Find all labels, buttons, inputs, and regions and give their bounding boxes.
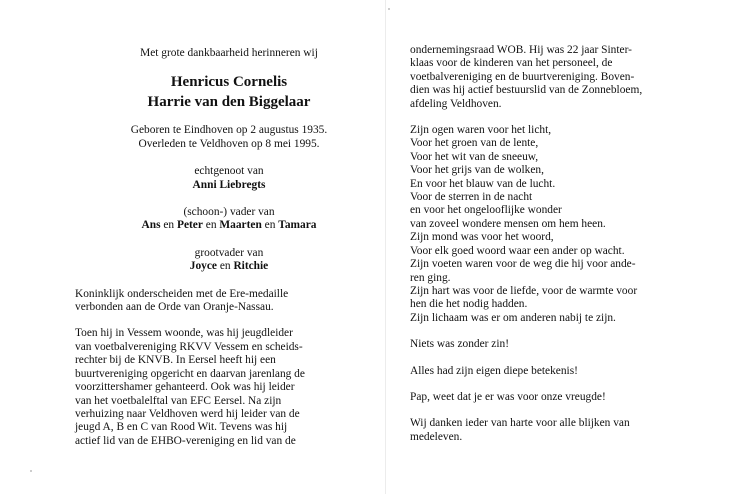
poem-line: hen die het nodig hadden. xyxy=(410,298,528,311)
child-name: Peter xyxy=(177,219,203,232)
bio-line: jeugd A, B en C van Rood Wit. Tevens was hij xyxy=(75,421,288,434)
conjunction: en xyxy=(264,219,276,232)
paper-speck xyxy=(30,470,32,472)
child-name: Ans xyxy=(141,219,161,232)
poem-line: en voor het ongelooflijke wonder xyxy=(410,204,562,217)
poem-line: van zoveel wondere mensen om hem heen. xyxy=(410,217,606,230)
paper-speck xyxy=(388,8,390,10)
fold-line xyxy=(385,0,386,494)
poem-line: Zijn lichaam was er om anderen nabij te zijn. xyxy=(410,311,616,324)
grandchild-name: Ritchie xyxy=(233,260,269,273)
grandchildren-names xyxy=(75,260,383,273)
bio-line: Toen hij in Vessem woonde, was hij jeugdleider xyxy=(75,327,293,340)
bio-line: klaas voor de kinderen van het personeel, de xyxy=(410,57,613,70)
father-label: (schoon-) vader van xyxy=(183,206,275,219)
poem-line: Voor de sterren in de nacht xyxy=(410,191,533,204)
thanks-paragraph xyxy=(410,417,680,444)
biography-continued xyxy=(410,44,680,111)
grandchild-name: Joyce xyxy=(189,260,217,273)
biography-paragraph xyxy=(75,327,383,448)
conjunction: en xyxy=(163,219,175,232)
children-names xyxy=(75,219,383,232)
bio-line: rechter bij de KNVB. In Eersel heeft hij een xyxy=(75,354,276,367)
poem-line: En voor het blauw van de lucht. xyxy=(410,177,556,190)
death-text: Overleden te Veldhoven op 8 mei 1995. xyxy=(138,137,320,150)
closing-line-3: Pap, weet dat je er was voor onze vreugde! xyxy=(410,390,606,403)
poem-line: Zijn mond was voor het woord, xyxy=(410,231,554,244)
bio-line: verhuizing naar Veldhoven werd hij leider van de xyxy=(75,407,300,420)
honours-line: Koninklijk onderscheiden met de Ere-medaille xyxy=(75,287,289,300)
conjunction: en xyxy=(205,219,217,232)
right-column xyxy=(410,0,680,444)
name-line-1: Henricus Cornelis xyxy=(170,74,288,91)
child-name: Maarten xyxy=(219,219,262,232)
thanks-line: medeleven. xyxy=(410,430,463,443)
conjunction: en xyxy=(219,260,231,273)
poem-line: Voor elk goed woord waar een ander op wacht. xyxy=(410,244,625,257)
poem-line: Voor het groen van de lente, xyxy=(410,137,539,150)
bio-line: dien was hij actief bestuurslid van de Zonnebloem, xyxy=(410,84,643,97)
bio-line: buurtvereniging opgericht en daarvan jarenlang de xyxy=(75,367,305,380)
poem xyxy=(410,124,680,325)
honours-line: verbonden aan de Orde van Oranje-Nassau. xyxy=(75,301,274,314)
spouse-label: echtgenoot van xyxy=(194,165,264,178)
closing-line-2: Alles had zijn eigen diepe betekenis! xyxy=(410,364,578,377)
thanks-line: Wij danken ieder van harte voor alle blijken van xyxy=(410,417,630,430)
child-name: Tamara xyxy=(278,219,317,232)
bio-line: voetbalvereniging en de buurtvereniging. Boven- xyxy=(410,70,635,83)
poem-line: Zijn ogen waren voor het licht, xyxy=(410,124,552,137)
poem-line: Zijn voeten waren voor de weg die hij voor ande- xyxy=(410,258,636,271)
poem-line: Voor het wit van de sneeuw, xyxy=(410,150,539,163)
bio-line: afdeling Veldhoven. xyxy=(410,97,502,110)
grandfather-label: grootvader van xyxy=(194,246,264,259)
spouse-name: Anni Liebregts xyxy=(192,178,266,191)
bio-line: van het voetbalelftal van EFC Eersel. Na zijn xyxy=(75,394,282,407)
birth-text: Geboren te Eindhoven op 2 augustus 1935. xyxy=(130,124,328,137)
name-line-2: Harrie van den Biggelaar xyxy=(147,94,311,111)
poem-line: Zijn hart was voor de liefde, voor de warmte voor xyxy=(410,284,638,297)
poem-line: ren ging. xyxy=(410,271,451,284)
intro-text: Met grote dankbaarheid herinneren wij xyxy=(140,47,318,59)
poem-line: Voor het grijs van de wolken, xyxy=(410,164,544,177)
closing-line-1: Niets was zonder zin! xyxy=(410,338,510,351)
bio-line: ondernemingsraad WOB. Hij was 22 jaar Sinter- xyxy=(410,44,632,56)
bio-line: voorzittershamer gehanteerd. Ook was hij leider xyxy=(75,381,295,394)
honours-paragraph xyxy=(75,288,383,315)
bio-line: van voetbalvereniging RKVV Vessem en scheids- xyxy=(75,340,303,353)
bio-line: actief lid van de EHBO-vereniging en lid van de xyxy=(75,434,296,447)
left-column xyxy=(75,0,383,448)
